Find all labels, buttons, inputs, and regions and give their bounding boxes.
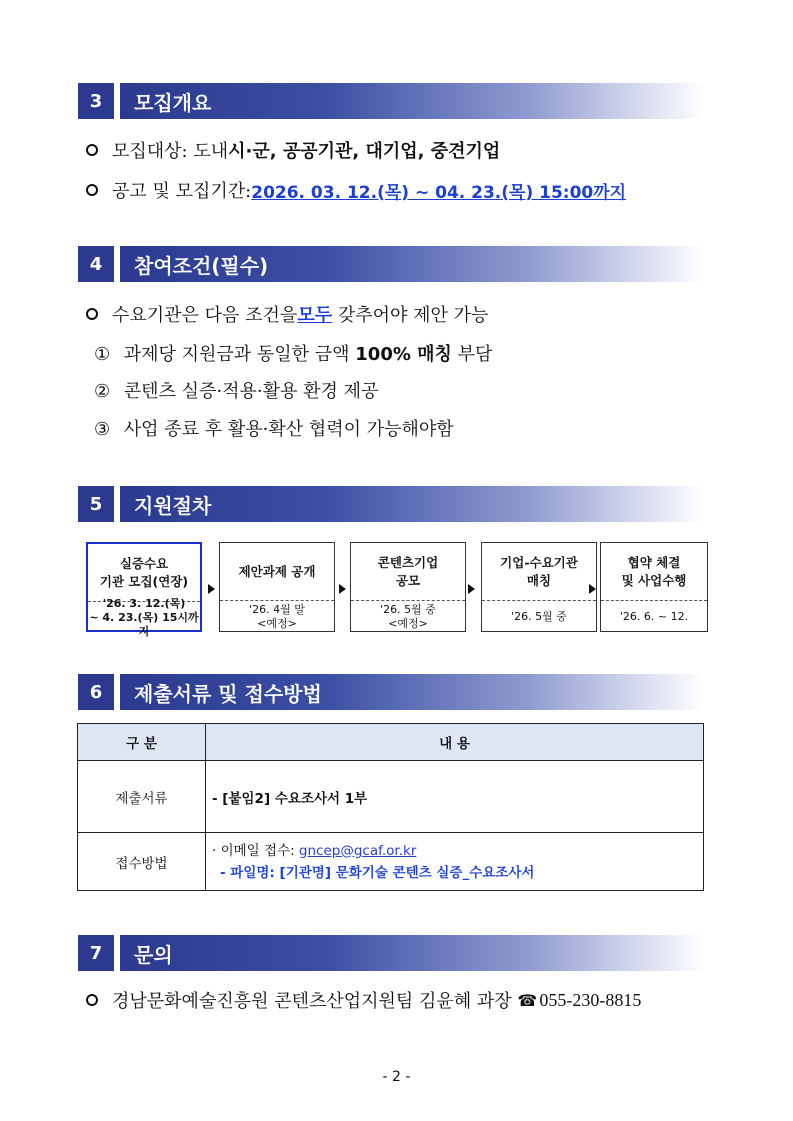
condition-intro-text: 수요기관은 다음 조건을 [112,305,298,326]
row-content: - [붙임2] 수요조사서 1부 [206,761,704,833]
step-date: '26. 5월 중 [380,603,436,616]
recruit-target-line [86,137,500,163]
section-title: 참여조건(필수) [120,246,704,282]
contact-text: 경남문화예술진흥원 콘텐츠산업지원팀 김윤혜 과장 [112,991,518,1012]
row-label: 접수방법 [78,833,206,891]
condition-text-end: 부담 [451,344,493,365]
condition-intro-line [86,301,488,327]
condition-item-2 [94,377,378,403]
condition-item-1 [94,340,492,366]
step-date: '26. 6. ~ 12. [619,610,689,623]
email-link[interactable]: gncep@gcaf.or.kr [298,842,417,859]
section-6-header [78,674,704,710]
step-date-2: ~ 4. 23.(목) 15시까지 [89,611,199,638]
section-title: 문의 [120,935,704,971]
section-number: 4 [78,246,114,282]
circle-bullet-icon [86,308,98,320]
recruit-period-value: 2026. 03. 12.(목) ~ 04. 23.(목) 15:00까지 [251,182,627,203]
step-date: '26. 5월 중 [511,610,567,623]
step-title: 실증수요 [119,555,169,571]
table-header-row [78,724,704,761]
phone-number: 055-230-8815 [539,989,642,1010]
section-number: 5 [78,486,114,522]
step-title-2: 매칭 [526,572,552,588]
recruit-target-label: 모집대상: 도내 [112,141,229,162]
row-label: 제출서류 [78,761,206,833]
recruit-target-value: 시·군, 공공기관, 대기업, 중견기업 [228,141,501,162]
row-content [206,833,704,891]
process-step-3 [350,542,466,632]
phone-icon: ☎ [517,990,538,1010]
section-title: 제출서류 및 접수방법 [120,674,704,710]
circle-bullet-icon [86,144,98,156]
section-5-header [78,486,704,522]
section-number: 7 [78,935,114,971]
circle-bullet-icon [86,184,98,196]
section-number: 3 [78,83,114,119]
page-number: - 2 - [382,1069,411,1085]
process-step-2 [219,542,335,632]
process-step-1 [86,542,202,638]
arrow-right-icon [208,584,215,594]
section-title: 지원절차 [120,486,704,522]
table-row [78,833,704,891]
circle-bullet-icon [86,994,98,1006]
table-row [78,761,704,833]
arrow-right-icon [339,584,346,594]
submission-table [77,723,704,891]
step-title: 제안과제 공개 [238,563,316,579]
section-7-header [78,935,704,971]
step-date-2: <예정> [388,617,428,630]
recruit-period-line [86,177,626,203]
condition-text: 과제당 지원금과 동일한 금액 [123,344,356,365]
arrow-right-icon [468,584,475,594]
column-header: 구 분 [78,724,206,761]
condition-all-emphasis: 모두 [297,305,333,326]
condition-matching-emphasis: 100% 매칭 [355,344,452,365]
step-date: '26. 3. 12.(목) [102,597,186,610]
step-date: '26. 4월 말 [249,603,305,616]
section-3-header [78,83,704,119]
condition-text: 콘텐츠 실증·적용·활용 환경 제공 [123,381,379,402]
section-title: 모집개요 [120,83,704,119]
recruit-period-label: 공고 및 모집기간: [112,181,252,202]
condition-text: 사업 종료 후 활용·확산 협력이 가능해야함 [123,419,454,440]
step-title: 협약 체결 [627,554,681,570]
step-title-2: 기관 모집(연장) [99,573,189,589]
condition-item-3 [94,415,454,441]
process-step-4 [481,542,597,632]
condition-intro-text-end: 갖추어야 제안 가능 [332,305,489,326]
arrow-right-icon [589,584,596,594]
contact-line [86,987,641,1013]
condition-number: ② [94,381,111,402]
filename-rule: - 파일명: [기관명] 문화기술 콘텐츠 실증_수요조사서 [220,864,535,881]
step-title-2: 공모 [395,572,421,588]
email-label: · 이메일 접수: [212,842,299,859]
column-header: 내 용 [206,724,704,761]
step-date-2: <예정> [257,617,297,630]
process-step-5 [600,542,708,632]
step-title: 콘텐츠기업 [377,554,439,570]
section-number: 6 [78,674,114,710]
step-title-2: 및 사업수행 [621,572,687,588]
condition-number: ① [94,344,111,365]
section-4-header [78,246,704,282]
step-title: 기업-수요기관 [500,554,578,570]
condition-number: ③ [94,419,111,440]
